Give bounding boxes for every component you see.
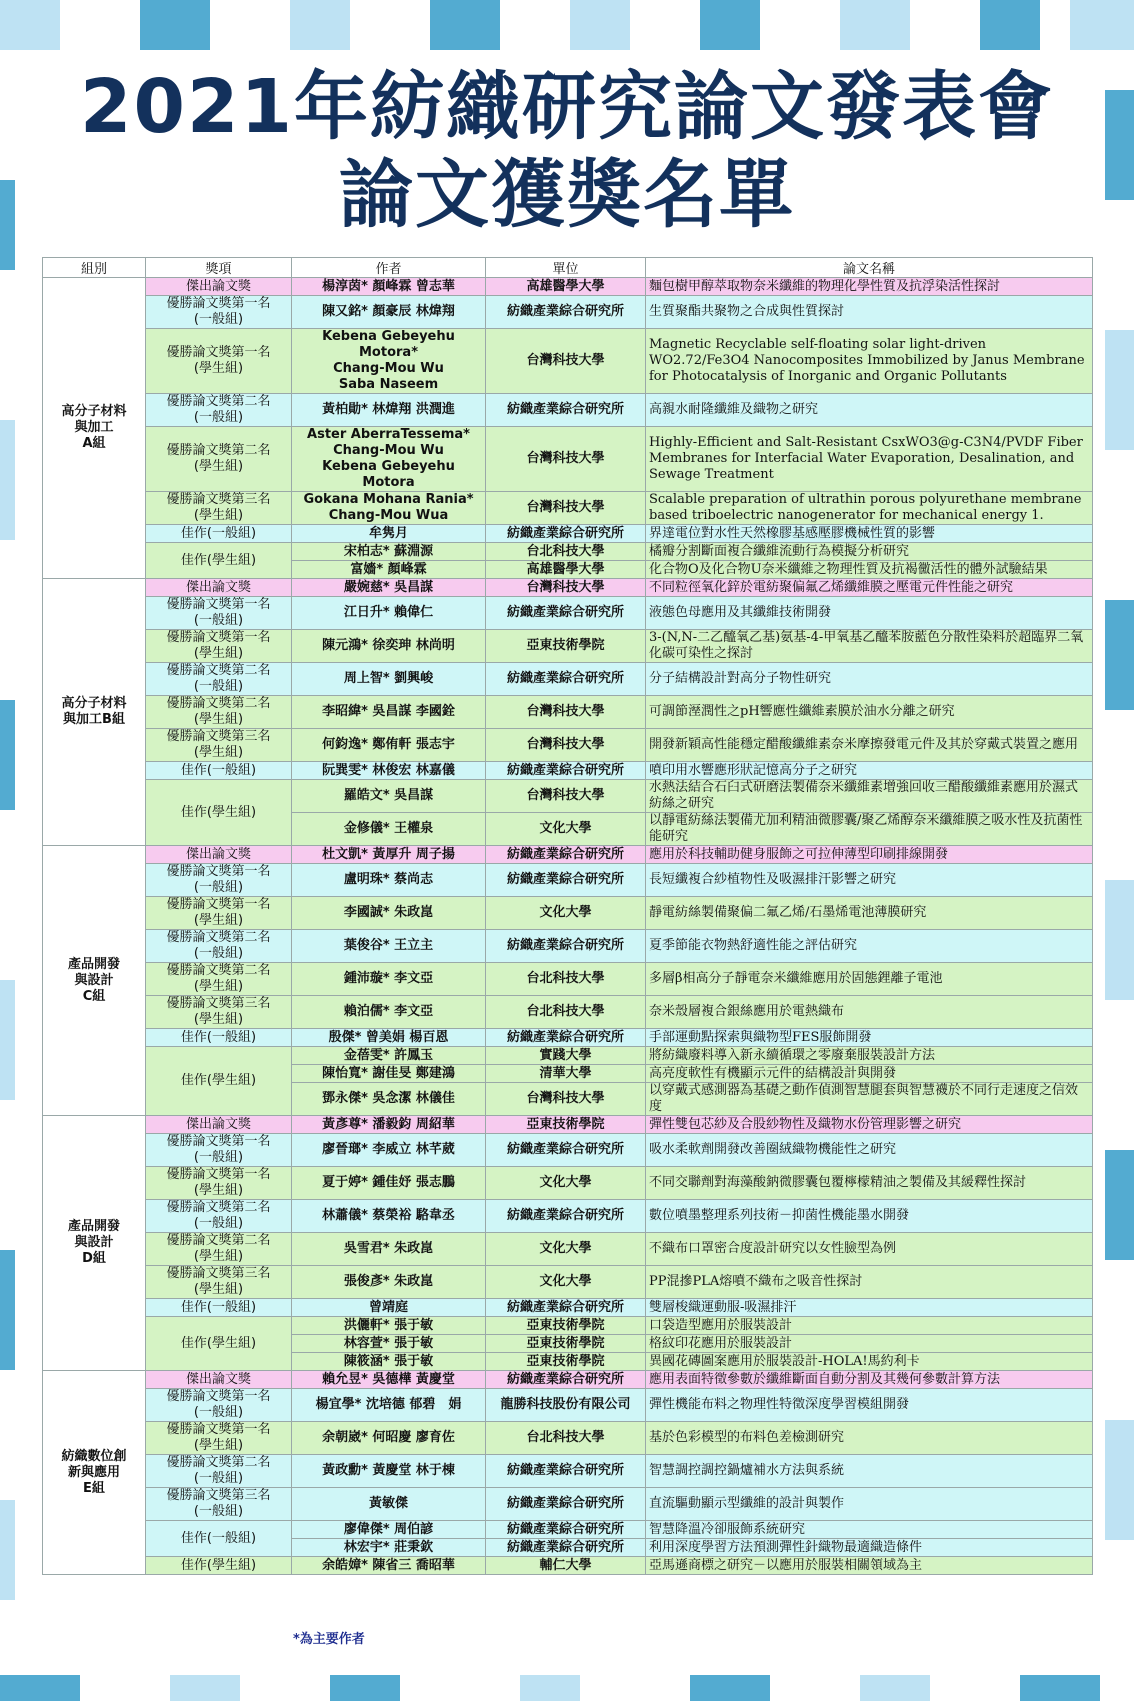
bg-tile [0,420,15,540]
bg-tile [1105,600,1134,710]
unit-cell: 文化大學 [486,813,646,846]
table-row [43,1167,1093,1200]
paper-title-cell: 格紋印花應用於服裝設計 [646,1335,1093,1353]
paper-title-cell: 靜電紡絲製備聚偏二氟乙烯/石墨烯電池薄膜研究 [646,897,1093,930]
author-cell: 林蕭儀* 蔡榮裕 駱韋丞 [292,1200,486,1233]
unit-cell: 文化大學 [486,1167,646,1200]
unit-cell: 台北科技大學 [486,1422,646,1455]
table-row [43,1389,1093,1422]
bg-tile [0,0,60,50]
group-name: 產品開發 與設計 C組 [43,846,146,1116]
author-cell: 鍾沛璇* 李文亞 [292,963,486,996]
award-cell: 優勝論文獎第三名 (學生組) [146,1266,292,1299]
table-row [43,963,1093,996]
table-row [43,1233,1093,1266]
author-cell: 鄧永傑* 吳念潔 林儀佳 [292,1083,486,1116]
author-cell: 金蓓雯* 許鳳玉 [292,1047,486,1065]
bg-tile [840,0,910,50]
header-authors: 作者 [292,258,486,278]
unit-cell: 台北科技大學 [486,996,646,1029]
paper-title-cell: 奈米殼層複合銀絲應用於電熱織布 [646,996,1093,1029]
paper-title-cell: Scalable preparation of ultrathin porous polyurethane membrane based triboelectric nanogenerator for mechanical energy 1. [646,492,1093,525]
table-row [43,525,1093,543]
author-cell: 廖晉瑯* 李威立 林芊葳 [292,1134,486,1167]
author-cell: 金修儀* 王權泉 [292,813,486,846]
unit-cell: 紡織產業綜合研究所 [486,525,646,543]
bg-tile [1105,1150,1134,1260]
author-cell: 李國誠* 朱政崑 [292,897,486,930]
group-name: 產品開發 與設計 D組 [43,1116,146,1371]
bg-tile [980,0,1040,50]
author-cell: 夏于婷* 鍾佳妤 張志鵬 [292,1167,486,1200]
author-cell: 阮巽雯* 林俊宏 林嘉儀 [292,762,486,780]
unit-cell: 紡織產業綜合研究所 [486,1299,646,1317]
bg-tile [0,980,15,1100]
paper-title-cell: 雙層梭織運動服-吸濕排汗 [646,1299,1093,1317]
award-cell: 佳作(學生組) [146,1047,292,1116]
paper-title-cell: 3-(N,N-二乙醯氧乙基)氨基-4-甲氧基乙醯苯胺藍色分散性染料於超臨界二氧化碳可染性之探討 [646,630,1093,663]
unit-cell: 紡織產業綜合研究所 [486,1371,646,1389]
bg-tile [0,1250,15,1370]
award-cell: 優勝論文獎第一名 (一般組) [146,1389,292,1422]
paper-title-cell: 以靜電紡絲法製備尤加利精油微膠囊/聚乙烯醇奈米纖維膜之吸水性及抗菌性能研究 [646,813,1093,846]
paper-title-cell: 直流驅動顯示型纖維的設計與製作 [646,1488,1093,1521]
author-cell: 林容萱* 張于敏 [292,1335,486,1353]
author-cell: 廖偉傑* 周伯諺 [292,1521,486,1539]
unit-cell: 台灣科技大學 [486,729,646,762]
unit-cell: 台灣科技大學 [486,329,646,394]
paper-title-cell: 將紡織廢料導入新永續循環之零廢棄服裝設計方法 [646,1047,1093,1065]
award-cell: 優勝論文獎第二名 (學生組) [146,696,292,729]
unit-cell: 紡織產業綜合研究所 [486,394,646,427]
unit-cell: 紡織產業綜合研究所 [486,1488,646,1521]
paper-title-cell: 智慧降溫冷卻服飾系統研究 [646,1521,1093,1539]
award-cell: 傑出論文獎 [146,1371,292,1389]
author-cell: 林宏宇* 莊秉欽 [292,1539,486,1557]
author-cell: Aster AberraTessema* Chang-Mou Wu Kebena Gebeyehu Motora [292,427,486,492]
author-cell: 陳元鴻* 徐奕珅 林尚明 [292,630,486,663]
author-cell: 陳筱涵* 張于敏 [292,1353,486,1371]
award-cell: 優勝論文獎第一名 (一般組) [146,864,292,897]
author-cell: 張俊彥* 朱政崑 [292,1266,486,1299]
author-cell: 黃政勳* 黃慶堂 林于棟 [292,1455,486,1488]
award-cell: 優勝論文獎第二名 (學生組) [146,427,292,492]
paper-title-cell: 智慧調控調控鍋爐補水方法與系統 [646,1455,1093,1488]
unit-cell: 亞東技術學院 [486,630,646,663]
award-cell: 佳作(一般組) [146,1299,292,1317]
award-cell: 傑出論文獎 [146,846,292,864]
table-row [43,1371,1093,1389]
award-cell: 優勝論文獎第二名 (一般組) [146,1455,292,1488]
author-cell: 陳怡寬* 謝佳旻 鄭建鴻 [292,1065,486,1083]
paper-title-cell: 高亮度軟性有機顯示元件的結構設計與開發 [646,1065,1093,1083]
table-row [43,630,1093,663]
paper-title-cell: 數位噴墨整理系列技術－抑菌性機能墨水開發 [646,1200,1093,1233]
paper-title-cell: 異國花磚圖案應用於服裝設計-HOLA!馬約利卡 [646,1353,1093,1371]
author-cell: 牟隽月 [292,525,486,543]
unit-cell: 紡織產業綜合研究所 [486,663,646,696]
author-cell: 賴泊儒* 李文亞 [292,996,486,1029]
table-row [43,1317,1093,1335]
author-cell: 楊宜學* 沈培德 郁碧 娟 [292,1389,486,1422]
bg-tile [430,0,500,50]
header-paper: 論文名稱 [646,258,1093,278]
paper-title-cell: Highly-Efficient and Salt-Resistant CsxWO3@g-C3N4/PVDF Fiber Membranes for Interfacial Water Evaporation, Desalination, and Sewage Treatment [646,427,1093,492]
author-cell: 余朝崴* 何昭慶 廖育佐 [292,1422,486,1455]
table-row [43,1299,1093,1317]
award-cell: 佳作(學生組) [146,543,292,579]
header-award: 獎項 [146,258,292,278]
bg-tile [700,0,760,50]
award-cell: 優勝論文獎第一名 (學生組) [146,1167,292,1200]
table-row [43,1029,1093,1047]
unit-cell: 台灣科技大學 [486,780,646,813]
table-row [43,897,1093,930]
unit-cell: 紡織產業綜合研究所 [486,1200,646,1233]
bg-tile [520,1675,580,1701]
table-row [43,1557,1093,1575]
table-row [43,543,1093,561]
paper-title-cell: Magnetic Recyclable self-floating solar light-driven WO2.72/Fe3O4 Nanocomposites Immobilized by Janus Membrane for Photocatalysis of Inorganic and Organic Pollutants [646,329,1093,394]
author-cell: Kebena Gebeyehu Motora* Chang-Mou Wu Saba Naseem [292,329,486,394]
award-cell: 傑出論文獎 [146,1116,292,1134]
unit-cell: 亞東技術學院 [486,1317,646,1335]
bg-tile [0,1675,80,1701]
table-row [43,278,1093,296]
table-row [43,996,1093,1029]
author-cell: 楊淳茵* 顏峰霖 曾志華 [292,278,486,296]
unit-cell: 紡織產業綜合研究所 [486,930,646,963]
award-cell: 優勝論文獎第二名 (一般組) [146,663,292,696]
paper-title-cell: 彈性機能布料之物理性特徵深度學習模組開發 [646,1389,1093,1422]
award-cell: 優勝論文獎第一名 (學生組) [146,329,292,394]
bg-tile [170,1675,240,1701]
unit-cell: 紡織產業綜合研究所 [486,296,646,329]
unit-cell: 高雄醫學大學 [486,561,646,579]
unit-cell: 亞東技術學院 [486,1353,646,1371]
award-cell: 優勝論文獎第二名 (一般組) [146,394,292,427]
table-row [43,762,1093,780]
paper-title-cell: 彈性雙包芯紗及合股紗物性及織物水份管理影響之研究 [646,1116,1093,1134]
table-row [43,864,1093,897]
author-cell: 周上智* 劉興峻 [292,663,486,696]
author-cell: 黃彥尊* 潘毅鈞 周紹華 [292,1116,486,1134]
unit-cell: 文化大學 [486,897,646,930]
award-cell: 優勝論文獎第一名 (一般組) [146,296,292,329]
unit-cell: 台灣科技大學 [486,1083,646,1116]
group-name: 高分子材料 與加工 A組 [43,278,146,579]
unit-cell: 紡織產業綜合研究所 [486,597,646,630]
award-cell: 佳作(一般組) [146,525,292,543]
author-cell: 宋柏志* 蘇淵源 [292,543,486,561]
bg-tile [1020,1675,1100,1701]
group-name: 紡織數位創 新與應用 E組 [43,1371,146,1575]
group-name: 高分子材料 與加工B組 [43,579,146,846]
header-unit: 單位 [486,258,646,278]
footnote: *為主要作者 [293,1632,365,1647]
table-row [43,1116,1093,1134]
table-row [43,579,1093,597]
paper-title-cell: 噴印用水響應形狀記憶高分子之研究 [646,762,1093,780]
paper-title-cell: 生質聚酯共聚物之合成與性質探討 [646,296,1093,329]
unit-cell: 台北科技大學 [486,543,646,561]
unit-cell: 紡織產業綜合研究所 [486,1539,646,1557]
paper-title-cell: 分子結構設計對高分子物性研究 [646,663,1093,696]
award-cell: 優勝論文獎第二名 (一般組) [146,930,292,963]
table-row [43,663,1093,696]
paper-title-cell: 夏季節能衣物熱舒適性能之評估研究 [646,930,1093,963]
author-cell: 陳又銘* 顏豪辰 林煒翔 [292,296,486,329]
table-row [43,1047,1093,1065]
table-row [43,1422,1093,1455]
bg-tile [1105,880,1134,1000]
table-row [43,492,1093,525]
unit-cell: 輔仁大學 [486,1557,646,1575]
award-cell: 優勝論文獎第三名 (學生組) [146,996,292,1029]
table-row [43,1134,1093,1167]
header-group: 組別 [43,258,146,278]
table-row [43,597,1093,630]
paper-title-cell: 不同交聯劑對海藻酸鈉微膠囊包覆檸檬精油之製備及其緩釋性探討 [646,1167,1093,1200]
paper-title-cell: 基於色彩模型的布料色差檢測研究 [646,1422,1093,1455]
paper-title-cell: PP混摻PLA熔噴不織布之吸音性探討 [646,1266,1093,1299]
unit-cell: 紡織產業綜合研究所 [486,864,646,897]
author-cell: 洪儷軒* 張于敏 [292,1317,486,1335]
paper-title-cell: 以穿戴式感測器為基礎之動作偵測智慧腿套與智慧襪於不同行走速度之信效度 [646,1083,1093,1116]
author-cell: 殷傑* 曾美娟 楊百恩 [292,1029,486,1047]
bg-tile [140,0,210,50]
table-row [43,1455,1093,1488]
unit-cell: 實踐大學 [486,1047,646,1065]
table-row [43,1521,1093,1539]
award-cell: 佳作(學生組) [146,1317,292,1371]
unit-cell: 台灣科技大學 [486,579,646,597]
paper-title-cell: 多層β相高分子靜電奈米纖維應用於固態鋰離子電池 [646,963,1093,996]
paper-title-cell: 應用表面特徵參數於纖維斷面自動分割及其幾何參數計算方法 [646,1371,1093,1389]
paper-title-cell: 不同粒徑氧化鋅於電紡聚偏氟乙烯纖維膜之壓電元件性能之研究 [646,579,1093,597]
bg-tile [330,1675,400,1701]
bg-tile [570,0,630,50]
award-cell: 優勝論文獎第三名 (學生組) [146,729,292,762]
paper-title-cell: 液態色母應用及其纖維技術開發 [646,597,1093,630]
paper-title-cell: 手部運動點探索與織物型FES服飾開發 [646,1029,1093,1047]
bg-tile [1105,330,1134,450]
author-cell: 吳雪君* 朱政崑 [292,1233,486,1266]
table-row [43,427,1093,492]
paper-title-cell: 利用深度學習方法預測彈性針織物最適織造條件 [646,1539,1093,1557]
award-cell: 優勝論文獎第三名 (學生組) [146,492,292,525]
table-row [43,696,1093,729]
award-cell: 佳作(一般組) [146,1029,292,1047]
table-row [43,329,1093,394]
bg-tile [690,1675,770,1701]
unit-cell: 紡織產業綜合研究所 [486,1455,646,1488]
award-cell: 優勝論文獎第一名 (學生組) [146,897,292,930]
paper-title-cell: 吸水柔軟劑開發改善圈絨織物機能性之研究 [646,1134,1093,1167]
unit-cell: 台北科技大學 [486,963,646,996]
unit-cell: 紡織產業綜合研究所 [486,1029,646,1047]
award-cell: 佳作(學生組) [146,780,292,846]
award-table [42,257,1093,1575]
unit-cell: 紡織產業綜合研究所 [486,846,646,864]
table-row [43,846,1093,864]
author-cell: 賴允昱* 吳德樺 黃慶堂 [292,1371,486,1389]
author-cell: 嚴婉慈* 吳昌謀 [292,579,486,597]
table-row [43,1200,1093,1233]
award-cell: 優勝論文獎第一名 (一般組) [146,597,292,630]
author-cell: 葉俊谷* 王立主 [292,930,486,963]
table-row [43,780,1093,813]
paper-title-cell: 長短纖複合紗植物性及吸濕排汗影響之研究 [646,864,1093,897]
author-cell: 富嬙* 顏峰霖 [292,561,486,579]
author-cell: 何鈞逸* 鄭侑軒 張志宇 [292,729,486,762]
table-row [43,394,1093,427]
unit-cell: 台灣科技大學 [486,696,646,729]
paper-title-cell: 高親水耐隆纖維及織物之研究 [646,394,1093,427]
unit-cell: 亞東技術學院 [486,1116,646,1134]
award-cell: 佳作(一般組) [146,762,292,780]
paper-title-cell: 水熱法結合石臼式研磨法製備奈米纖維素增強回收三醋酸纖維素應用於濕式紡絲之研究 [646,780,1093,813]
table-row [43,1488,1093,1521]
author-cell: 李昭緯* 吳昌謀 李國銓 [292,696,486,729]
table-row [43,296,1093,329]
table-row [43,1266,1093,1299]
paper-title-cell: 界達電位對水性天然橡膠基感壓膠機械性質的影響 [646,525,1093,543]
table-row [43,930,1093,963]
award-cell: 優勝論文獎第一名 (學生組) [146,1422,292,1455]
paper-title-cell: 化合物O及化合物U奈米纖維之物理性質及抗褐黴活性的體外試驗結果 [646,561,1093,579]
award-cell: 佳作(一般組) [146,1521,292,1557]
paper-title-cell: 橘瓣分割斷面複合纖維流動行為模擬分析研究 [646,543,1093,561]
award-cell: 優勝論文獎第一名 (學生組) [146,630,292,663]
author-cell: 黃柏勛* 林煒翔 洪潤進 [292,394,486,427]
award-cell: 傑出論文獎 [146,579,292,597]
author-cell: 余皓嫜* 陳省三 喬昭華 [292,1557,486,1575]
author-cell: 羅皓文* 吳昌謀 [292,780,486,813]
bg-tile [0,700,15,810]
table-header-row [43,258,1093,278]
author-cell: 盧明珠* 蔡尚志 [292,864,486,897]
bg-tile [0,1500,15,1600]
unit-cell: 亞東技術學院 [486,1335,646,1353]
paper-title-cell: 應用於科技輔助健身服飾之可拉伸薄型印刷排線開發 [646,846,1093,864]
paper-title-cell: 不織布口罩密合度設計研究以女性臉型為例 [646,1233,1093,1266]
unit-cell: 清華大學 [486,1065,646,1083]
unit-cell: 紡織產業綜合研究所 [486,762,646,780]
paper-title-cell: 亞馬遜商標之研究－以應用於服裝相關領域為主 [646,1557,1093,1575]
page-title: 2021年紡織研究論文發表會 [80,64,1054,150]
award-cell: 優勝論文獎第一名 (一般組) [146,1134,292,1167]
award-cell: 優勝論文獎第二名 (學生組) [146,1233,292,1266]
unit-cell: 龍勝科技股份有限公司 [486,1389,646,1422]
table-row [43,729,1093,762]
paper-title-cell: 可調節溼潤性之pH響應性纖維素膜於油水分離之研究 [646,696,1093,729]
award-cell: 佳作(學生組) [146,1557,292,1575]
bg-tile [290,0,350,50]
bg-tile [1105,1420,1134,1540]
author-cell: 杜文凱* 黃厚升 周子揚 [292,846,486,864]
page-subtitle: 論文獲獎名單 [339,152,795,238]
award-cell: 傑出論文獎 [146,278,292,296]
unit-cell: 文化大學 [486,1266,646,1299]
unit-cell: 紡織產業綜合研究所 [486,1134,646,1167]
unit-cell: 文化大學 [486,1233,646,1266]
paper-title-cell: 開發新穎高性能穩定醋酸纖維素奈米摩擦發電元件及其於穿戴式裝置之應用 [646,729,1093,762]
unit-cell: 台灣科技大學 [486,427,646,492]
author-cell: Gokana Mohana Rania* Chang-Mou Wua [292,492,486,525]
author-cell: 曾靖庭 [292,1299,486,1317]
paper-title-cell: 口袋造型應用於服裝設計 [646,1317,1093,1335]
unit-cell: 台灣科技大學 [486,492,646,525]
award-cell: 優勝論文獎第三名 (一般組) [146,1488,292,1521]
award-cell: 優勝論文獎第二名 (一般組) [146,1200,292,1233]
bg-tile [1070,0,1134,50]
paper-title-cell: 麵包樹甲醇萃取物奈米纖維的物理化學性質及抗浮染活性探討 [646,278,1093,296]
award-cell: 優勝論文獎第二名 (學生組) [146,963,292,996]
unit-cell: 高雄醫學大學 [486,278,646,296]
author-cell: 江日升* 賴偉仁 [292,597,486,630]
unit-cell: 紡織產業綜合研究所 [486,1521,646,1539]
bg-tile [860,1675,930,1701]
author-cell: 黃敏傑 [292,1488,486,1521]
